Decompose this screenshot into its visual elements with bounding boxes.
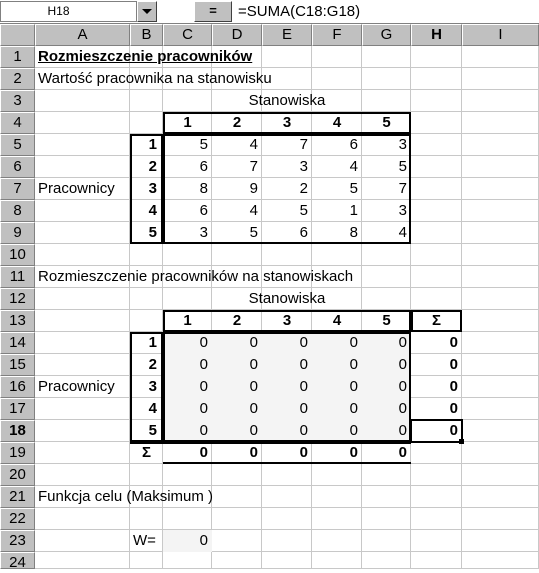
formula-input[interactable]: =SUMA(C18:G18) xyxy=(238,3,361,20)
matrix1-value[interactable]: 3 xyxy=(299,158,308,175)
objective-label: Funkcja celu (Maksimum ) xyxy=(38,488,214,505)
cell-H20[interactable] xyxy=(411,464,462,486)
matrix1-value[interactable]: 4 xyxy=(349,158,358,175)
cell-D23[interactable] xyxy=(212,530,262,552)
column-header-I[interactable]: I xyxy=(462,24,539,46)
row-header-1[interactable]: 1 xyxy=(0,46,35,68)
positions-label-1: Stanowiska xyxy=(248,92,326,109)
cell-H21[interactable] xyxy=(411,486,462,508)
cell-H24[interactable] xyxy=(411,552,462,569)
w-value-cell[interactable]: 0 xyxy=(163,530,212,552)
cell-E24[interactable] xyxy=(262,552,312,569)
cell-A10[interactable] xyxy=(35,244,130,266)
cell-G22[interactable] xyxy=(362,508,411,530)
row-header-18[interactable]: 18 xyxy=(0,420,35,442)
cell-A20[interactable] xyxy=(35,464,130,486)
assignment-input-cell[interactable]: 0 xyxy=(212,376,262,398)
assignment-input-cell[interactable]: 0 xyxy=(163,354,212,376)
cell-I11[interactable] xyxy=(462,266,539,288)
column-header-E[interactable]: E xyxy=(262,24,312,46)
cell-I12[interactable] xyxy=(462,288,539,310)
cell-D24[interactable] xyxy=(212,552,262,569)
matrix1-row-header: 5 xyxy=(148,224,157,241)
assignment-input-cell[interactable]: 0 xyxy=(163,332,212,354)
matrix1-col-header: 2 xyxy=(232,114,242,131)
cell-D20[interactable] xyxy=(212,464,262,486)
formula-bar xyxy=(0,0,539,24)
cell-I16[interactable] xyxy=(462,376,539,398)
cell-H8[interactable] xyxy=(411,200,462,222)
cell-G12[interactable] xyxy=(362,288,411,310)
cell-I4[interactable] xyxy=(462,112,539,134)
cell-I15[interactable] xyxy=(462,354,539,376)
cell-A14[interactable] xyxy=(35,332,130,354)
cell-E23[interactable] xyxy=(262,530,312,552)
subtitle-worker-assignment: Rozmieszczenie pracowników na stanowiskach xyxy=(38,268,354,285)
assignment-input-cell[interactable]: 0 xyxy=(262,420,312,442)
matrix2-col-header: 4 xyxy=(332,312,342,329)
matrix2-col-header: 3 xyxy=(282,312,292,329)
matrix1-value[interactable]: 8 xyxy=(349,224,358,241)
cell-A15[interactable] xyxy=(35,354,130,376)
matrix1-value[interactable]: 6 xyxy=(199,158,208,175)
matrix1-value[interactable]: 9 xyxy=(249,180,258,197)
matrix1-value[interactable]: 7 xyxy=(398,180,407,197)
cell-C12[interactable] xyxy=(163,288,212,310)
cell-I13[interactable] xyxy=(462,310,539,332)
cell-H4[interactable] xyxy=(411,112,462,134)
row-header-14[interactable]: 14 xyxy=(0,332,35,354)
matrix1-value[interactable]: 3 xyxy=(398,202,407,219)
row-sum-cell[interactable]: 0 xyxy=(449,334,458,351)
assignment-input-cell[interactable]: 0 xyxy=(262,354,312,376)
cell-I14[interactable] xyxy=(462,332,539,354)
matrix1-value[interactable]: 5 xyxy=(299,202,308,219)
cell-H3[interactable] xyxy=(411,90,462,112)
cell-F10[interactable] xyxy=(312,244,362,266)
row-header-6[interactable]: 6 xyxy=(0,156,35,178)
matrix1-value[interactable]: 8 xyxy=(199,180,208,197)
matrix1-row-header: 2 xyxy=(148,158,157,175)
workers-label-2: Pracownicy xyxy=(38,378,115,395)
cell-H22[interactable] xyxy=(411,508,462,530)
matrix1-row-header: 3 xyxy=(148,180,157,197)
row-sum-cell[interactable]: 0 xyxy=(449,356,458,373)
cell-D10[interactable] xyxy=(212,244,262,266)
assignment-input-cell[interactable]: 0 xyxy=(362,354,411,376)
matrix2-row-header: 4 xyxy=(148,400,157,417)
cell-I18[interactable] xyxy=(462,420,539,442)
column-header-A[interactable]: A xyxy=(35,24,130,46)
cell-A5[interactable] xyxy=(35,134,130,156)
column-sum-cell[interactable]: 0 xyxy=(199,444,208,461)
cell-C22[interactable] xyxy=(163,508,212,530)
assignment-input-cell[interactable]: 0 xyxy=(362,332,411,354)
row-header-4[interactable]: 4 xyxy=(0,112,35,134)
cell-I1[interactable] xyxy=(462,46,539,68)
cell-A17[interactable] xyxy=(35,398,130,420)
cell-G2[interactable] xyxy=(362,68,411,90)
column-header-G[interactable]: G xyxy=(362,24,411,46)
cell-A3[interactable] xyxy=(35,90,130,112)
cell-I17[interactable] xyxy=(462,398,539,420)
cell-E22[interactable] xyxy=(262,508,312,530)
row-header-2[interactable]: 2 xyxy=(0,68,35,90)
positions-label-2: Stanowiska xyxy=(248,290,326,307)
column-header-H[interactable]: H xyxy=(411,24,462,46)
matrix1-row-header: 1 xyxy=(148,136,157,153)
cell-H5[interactable] xyxy=(411,134,462,156)
cell-I23[interactable] xyxy=(462,530,539,552)
cell-B13[interactable] xyxy=(130,310,163,332)
matrix1-value[interactable]: 4 xyxy=(249,202,258,219)
cell-A12[interactable] xyxy=(35,288,130,310)
cell-A24[interactable] xyxy=(35,552,130,569)
cell-F21[interactable] xyxy=(312,486,362,508)
assignment-input-cell[interactable]: 0 xyxy=(312,420,362,442)
cell-I24[interactable] xyxy=(462,552,539,569)
row-header-24[interactable]: 24 xyxy=(0,552,35,569)
matrix1-value[interactable]: 5 xyxy=(199,136,208,153)
matrix2-col-header: 2 xyxy=(232,312,242,329)
sum-row-header: Σ xyxy=(141,444,151,461)
cell-A4[interactable] xyxy=(35,112,130,134)
row-header-15[interactable]: 15 xyxy=(0,354,35,376)
matrix2-col-header: 1 xyxy=(183,312,192,329)
matrix1-value[interactable]: 6 xyxy=(349,136,358,153)
workers-label-1: Pracownicy xyxy=(38,180,115,197)
cell-H19[interactable] xyxy=(411,442,462,464)
cell-H23[interactable] xyxy=(411,530,462,552)
row-header-23[interactable]: 23 xyxy=(0,530,35,552)
row-header-13[interactable]: 13 xyxy=(0,310,35,332)
cell-G10[interactable] xyxy=(362,244,411,266)
row-header-12[interactable]: 12 xyxy=(0,288,35,310)
assignment-input-cell[interactable]: 0 xyxy=(312,354,362,376)
matrix2-row-header: 5 xyxy=(148,422,157,439)
matrix1-value[interactable]: 2 xyxy=(299,180,308,197)
cell-A23[interactable] xyxy=(35,530,130,552)
row-header-19[interactable]: 19 xyxy=(0,442,35,464)
assignment-input-cell[interactable]: 0 xyxy=(262,332,312,354)
cell-G20[interactable] xyxy=(362,464,411,486)
column-sum-cell[interactable]: 0 xyxy=(398,444,407,461)
row-header-21[interactable]: 21 xyxy=(0,486,35,508)
column-sum-cell[interactable]: 0 xyxy=(349,444,358,461)
cell-D22[interactable] xyxy=(212,508,262,530)
cell-A6[interactable] xyxy=(35,156,130,178)
assignment-input-cell[interactable]: 0 xyxy=(212,332,262,354)
matrix1-value[interactable]: 1 xyxy=(349,202,358,219)
cell-I22[interactable] xyxy=(462,508,539,530)
cell-B3[interactable] xyxy=(130,90,163,112)
matrix2-row-header: 1 xyxy=(148,334,157,351)
cell-C10[interactable] xyxy=(163,244,212,266)
assignment-input-cell[interactable]: 0 xyxy=(212,420,262,442)
cell-H2[interactable] xyxy=(411,68,462,90)
cell-A13[interactable] xyxy=(35,310,130,332)
matrix1-value[interactable]: 6 xyxy=(199,202,208,219)
cell-B4[interactable] xyxy=(130,112,163,134)
w-label: W= xyxy=(133,532,156,549)
cell-G3[interactable] xyxy=(362,90,411,112)
assignment-input-cell[interactable]: 0 xyxy=(312,376,362,398)
matrix1-value[interactable]: 7 xyxy=(299,136,308,153)
matrix1-value[interactable]: 5 xyxy=(349,180,358,197)
cell-H1[interactable] xyxy=(411,46,462,68)
column-header-C[interactable]: C xyxy=(163,24,212,46)
cell-E10[interactable] xyxy=(262,244,312,266)
matrix1-col-header: 5 xyxy=(382,114,391,131)
matrix1-row-header: 4 xyxy=(148,202,157,219)
row-header-3[interactable]: 3 xyxy=(0,90,35,112)
matrix1-value[interactable]: 5 xyxy=(398,158,407,175)
cell-H12[interactable] xyxy=(411,288,462,310)
assignment-input-cell[interactable]: 0 xyxy=(362,398,411,420)
matrix1-value[interactable]: 3 xyxy=(398,136,407,153)
matrix2-row-header: 3 xyxy=(148,378,157,395)
subtitle-worker-value: Wartość pracownika na stanowisku xyxy=(38,70,272,87)
cell-E20[interactable] xyxy=(262,464,312,486)
cell-I7[interactable] xyxy=(462,178,539,200)
column-header-B[interactable]: B xyxy=(130,24,163,46)
row-header-17[interactable]: 17 xyxy=(0,398,35,420)
cell-H6[interactable] xyxy=(411,156,462,178)
cell-I8[interactable] xyxy=(462,200,539,222)
cell-G23[interactable] xyxy=(362,530,411,552)
assignment-input-cell[interactable]: 0 xyxy=(312,398,362,420)
cell-I9[interactable] xyxy=(462,222,539,244)
cell-A9[interactable] xyxy=(35,222,130,244)
assignment-input-cell[interactable]: 0 xyxy=(163,398,212,420)
assignment-input-cell[interactable]: 0 xyxy=(163,420,212,442)
matrix1-value[interactable]: 4 xyxy=(249,136,258,153)
assignment-input-cell[interactable]: 0 xyxy=(212,354,262,376)
cell-I6[interactable] xyxy=(462,156,539,178)
cell-H7[interactable] xyxy=(411,178,462,200)
cell-C20[interactable] xyxy=(163,464,212,486)
assignment-input-cell[interactable]: 0 xyxy=(312,332,362,354)
matrix1-col-header: 1 xyxy=(183,114,192,131)
cell-I2[interactable] xyxy=(462,68,539,90)
column-header-F[interactable]: F xyxy=(312,24,362,46)
matrix1-value[interactable]: 7 xyxy=(249,158,258,175)
cell-A18[interactable] xyxy=(35,420,130,442)
row-header-10[interactable]: 10 xyxy=(0,244,35,266)
cell-F24[interactable] xyxy=(312,552,362,569)
matrix1-col-header: 3 xyxy=(282,114,292,131)
cell-A19[interactable] xyxy=(35,442,130,464)
cell-I21[interactable] xyxy=(462,486,539,508)
row-header-9[interactable]: 9 xyxy=(0,222,35,244)
cell-B10[interactable] xyxy=(130,244,163,266)
assignment-input-cell[interactable]: 0 xyxy=(262,376,312,398)
cell-B20[interactable] xyxy=(130,464,163,486)
row-sum-cell[interactable]: 0 xyxy=(449,400,458,417)
cell-F20[interactable] xyxy=(312,464,362,486)
cell-G1[interactable] xyxy=(362,46,411,68)
name-box[interactable]: H18 xyxy=(0,1,137,22)
column-sum-cell[interactable]: 0 xyxy=(249,444,258,461)
assignment-input-cell[interactable]: 0 xyxy=(362,376,411,398)
assignment-input-cell[interactable]: 0 xyxy=(163,376,212,398)
cell-C24[interactable] xyxy=(163,552,212,569)
select-all-corner[interactable] xyxy=(0,24,35,46)
matrix1-value[interactable]: 6 xyxy=(299,224,308,241)
row-header-7[interactable]: 7 xyxy=(0,178,35,200)
cell-I20[interactable] xyxy=(462,464,539,486)
row-sum-cell[interactable]: 0 xyxy=(449,378,458,395)
column-header-D[interactable]: D xyxy=(212,24,262,46)
cell-B22[interactable] xyxy=(130,508,163,530)
row-header-5[interactable]: 5 xyxy=(0,134,35,156)
cell-H11[interactable] xyxy=(411,266,462,288)
cell-I19[interactable] xyxy=(462,442,539,464)
cell-G21[interactable] xyxy=(362,486,411,508)
cell-I5[interactable] xyxy=(462,134,539,156)
assignment-input-cell[interactable]: 0 xyxy=(262,398,312,420)
cell-I3[interactable] xyxy=(462,90,539,112)
cell-C3[interactable] xyxy=(163,90,212,112)
column-sum-cell[interactable]: 0 xyxy=(299,444,308,461)
row-sum-cell[interactable]: 0 xyxy=(449,422,458,439)
sheet-title: Rozmieszczenie pracowników xyxy=(38,48,253,65)
cell-A8[interactable] xyxy=(35,200,130,222)
matrix1-value[interactable]: 3 xyxy=(199,224,208,241)
cell-F23[interactable] xyxy=(312,530,362,552)
cell-B24[interactable] xyxy=(130,552,163,569)
cell-F22[interactable] xyxy=(312,508,362,530)
cell-G24[interactable] xyxy=(362,552,411,569)
cell-H10[interactable] xyxy=(411,244,462,266)
cell-H9[interactable] xyxy=(411,222,462,244)
assignment-input-cell[interactable]: 0 xyxy=(212,398,262,420)
row-header-16[interactable]: 16 xyxy=(0,376,35,398)
row-header-20[interactable]: 20 xyxy=(0,464,35,486)
row-header-8[interactable]: 8 xyxy=(0,200,35,222)
matrix2-col-header: 5 xyxy=(382,312,391,329)
matrix1-value[interactable]: 4 xyxy=(398,224,407,241)
row-header-11[interactable]: 11 xyxy=(0,266,35,288)
cell-B12[interactable] xyxy=(130,288,163,310)
cell-A22[interactable] xyxy=(35,508,130,530)
matrix1-col-header: 4 xyxy=(332,114,342,131)
edit-formula-button[interactable]: = xyxy=(194,1,232,22)
name-box-dropdown-button[interactable] xyxy=(137,1,157,22)
matrix1-value[interactable]: 5 xyxy=(249,224,258,241)
row-header-22[interactable]: 22 xyxy=(0,508,35,530)
cell-F1[interactable] xyxy=(312,46,362,68)
cell-I10[interactable] xyxy=(462,244,539,266)
matrix2-row-header: 2 xyxy=(148,356,157,373)
assignment-input-cell[interactable]: 0 xyxy=(362,420,411,442)
sum-column-header: Σ xyxy=(431,312,441,329)
